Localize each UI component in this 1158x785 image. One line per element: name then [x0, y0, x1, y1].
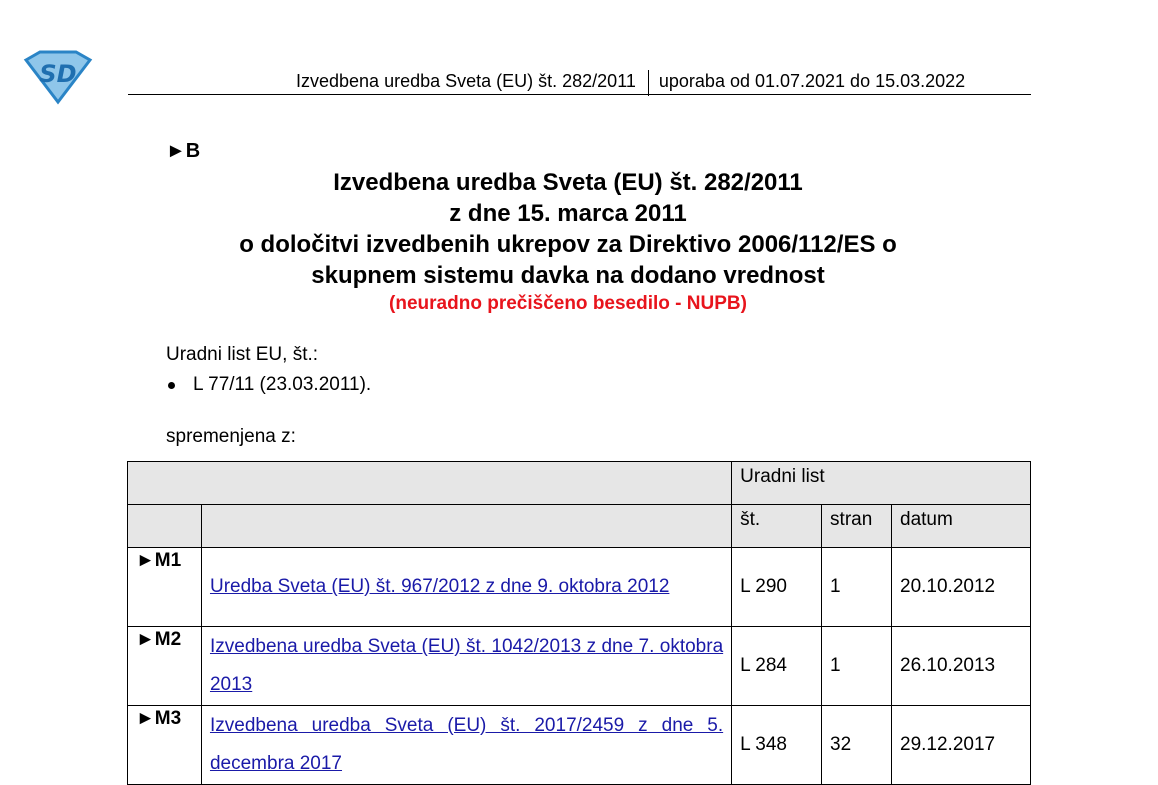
- table-header-cell: [128, 462, 732, 505]
- act-cell: [201, 548, 731, 627]
- amendment-marker: ►M3: [128, 706, 202, 785]
- header-separator: [648, 70, 649, 96]
- running-header: [296, 68, 965, 94]
- act-link[interactable]: Izvedbena uredba Sveta (EU) št. 2017/2459 z dne 5. decembra 2017: [209, 715, 724, 774]
- act-link[interactable]: Uredba Sveta (EU) št. 967/2012 z dne 9. oktobra 2012: [209, 576, 670, 597]
- title-line-1: Izvedbena uredba Sveta (EU) št. 282/2011: [333, 169, 803, 196]
- unofficial-note: (neuradno prečiščeno besedilo - NUPB): [389, 293, 747, 314]
- oj-date: 20.10.2012: [892, 548, 1031, 627]
- amendment-marker: ►M1: [128, 548, 202, 627]
- document-title: [128, 167, 1008, 317]
- header-validity: uporaba od 01.07.2021 do 15.03.2022: [658, 70, 966, 91]
- table-row: [128, 548, 1031, 627]
- list-item: [166, 374, 371, 396]
- column-header-page: stran: [822, 505, 892, 548]
- oj-number: L 284: [732, 627, 822, 706]
- header-doc-ref: Izvedbena uredba Sveta (EU) št. 282/2011: [296, 70, 636, 91]
- act-link[interactable]: Izvedbena uredba Sveta (EU) št. 1042/2013 z dne 7. oktobra 2013: [209, 636, 724, 695]
- oj-page: 32: [822, 706, 892, 785]
- oj-number: L 348: [732, 706, 822, 785]
- oj-reference: L 77/11 (23.03.2011).: [193, 374, 372, 395]
- oj-date: 29.12.2017: [892, 706, 1031, 785]
- column-header-date: datum: [892, 505, 1031, 548]
- amendments-table: [127, 461, 1031, 785]
- amendment-marker: ►M2: [128, 627, 202, 706]
- table-row: [128, 627, 1031, 706]
- oj-page: 1: [822, 627, 892, 706]
- column-header-number: št.: [732, 505, 822, 548]
- title-line-4: skupnem sistemu davka na dodano vrednost: [311, 262, 825, 289]
- bullet-icon: [168, 382, 175, 389]
- oj-group-header: Uradni list: [732, 462, 1031, 505]
- base-marker: ►B: [166, 140, 201, 162]
- amended-by-label: spremenjena z:: [166, 426, 296, 447]
- shield-logo-icon: [20, 48, 96, 106]
- table-header-row: [128, 462, 1031, 505]
- official-journal-label: Uradni list EU, št.:: [166, 344, 319, 365]
- table-header-cell: [128, 505, 202, 548]
- logo-letters: SD: [39, 60, 77, 88]
- table-header-row: [128, 505, 1031, 548]
- oj-date: 26.10.2013: [892, 627, 1031, 706]
- act-cell: [201, 706, 731, 785]
- title-line-3: o določitvi izvedbenih ukrepov za Direktivo 2006/112/ES o: [239, 231, 897, 258]
- table-header-cell: [201, 505, 731, 548]
- header-rule: [128, 94, 1031, 95]
- act-cell: [201, 627, 731, 706]
- table-row: [128, 706, 1031, 785]
- oj-number: L 290: [732, 548, 822, 627]
- official-journal-list: [166, 374, 371, 396]
- title-line-2: z dne 15. marca 2011: [449, 200, 687, 227]
- oj-page: 1: [822, 548, 892, 627]
